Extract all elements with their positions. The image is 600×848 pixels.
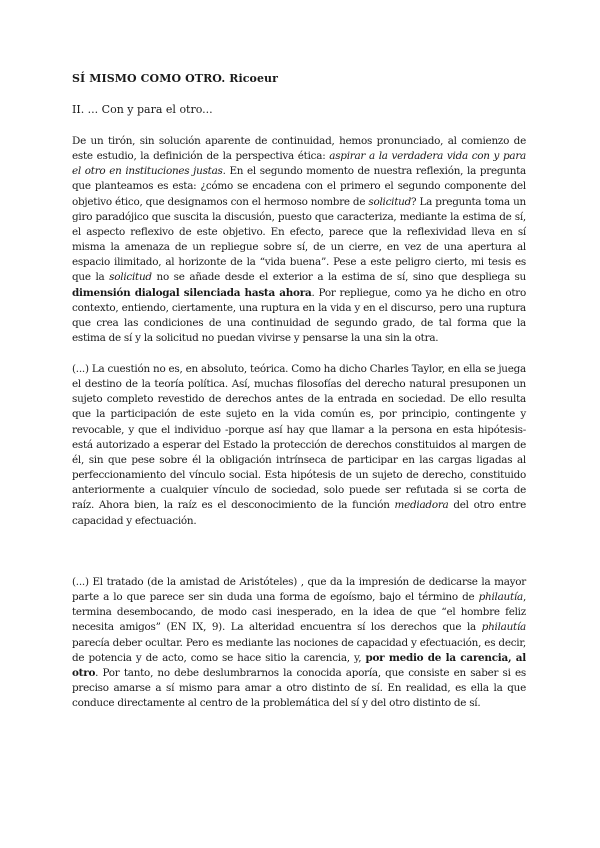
- paragraph-3-emphasis-1: philautía: [478, 591, 523, 604]
- paragraph-1: [72, 134, 526, 346]
- paragraph-3-text-4: . Por tanto, no debe deslumbrarnos la conocida aporía, que consiste en saber si es preciso amarse a sí mismo para amar a otro distinto de sí. En realidad, es ella la que conduce directamente al centro de la problemática del sí y del otro distinto de sí.: [72, 666, 526, 710]
- paragraph-1-text-1: De un tirón, sin solución aparente de continuidad, hemos pronunciado, al comienzo de este estudio, la definición de la perspectiva ética:: [72, 135, 526, 163]
- paragraph-1-text-2: . En el segundo momento de nuestra reflexión, la pregunta que planteamos es esta: ¿cómo se encadena con el primero el segundo componente del objetivo ético, que designamos con el hermoso nombre de: [72, 165, 527, 208]
- paragraph-3-bold-1: por medio de la carencia, al otro: [72, 651, 526, 679]
- section-heading: II. ... Con y para el otro...: [72, 103, 213, 116]
- paragraph-2-text-2: del otro entre capacidad y efectuación.: [72, 499, 526, 527]
- paragraph-2: [72, 362, 526, 529]
- paragraph-1-emphasis-1: aspirar a la verdadera vida con y para el otro en instituciones justas: [72, 150, 526, 178]
- paragraph-1-text-3: ? La pregunta toma un giro paradójico que suscita la discusión, puesto que caracteriza, mediante la estima de sí, el aspecto reflexivo de este objetivo. En efecto, parece que la reflexividad lleva en sí misma la amenaza de un repliegue sobre sí, de un cierre, en vez de una apertura al espacio ilimitado, al horizonte de la “vida buena”. Pese a este peligro cierto, mi tesis es que la: [72, 195, 526, 284]
- document-title: SÍ MISMO COMO OTRO. Ricoeur: [72, 72, 279, 85]
- paragraph-1-bold-1: dimensión dialogal silenciada hasta ahora: [72, 286, 312, 299]
- paragraph-3-text-2: , termina desembocando, de modo casi inesperado, en la idea de que “el hombre feliz necesita amigos” (EN IX, 9). La alteridad encuentra sí los derechos que la: [72, 591, 526, 634]
- paragraph-3: [72, 575, 526, 711]
- paragraph-3-text-3: parecía deber ocultar. Pero es mediante las nociones de capacidad y efectuación, es decir, de potencia y de acto, como se hace sitio la carencia, y,: [72, 636, 526, 664]
- paragraph-1-text-5: . Por repliegue, como ya he dicho en otro contexto, entiendo, ciertamente, una ruptura en la vida y en el discurso, pero una ruptura que crea las condiciones de una continuidad de segundo grado, de tal forma que la estima de sí y la solicitud no puedan vivirse y pensarse la una sin la otra.: [72, 286, 526, 345]
- paragraph-2-emphasis-1: mediadora: [394, 499, 449, 512]
- paragraph-3-text-1: (...) El tratado (de la amistad de Aristóteles) , que da la impresión de dedicarse la mayor parte a lo que parece ser sin duda una forma de egoísmo, bajo el término de: [72, 576, 526, 604]
- paragraph-2-text-1: (...) La cuestión no es, en absoluto, teórica. Como ha dicho Charles Taylor, en ella se juega el destino de la teoría política. Así, muchas filosofías del derecho natural presuponen un sujeto completo revestido de derechos antes de la entrada en sociedad. De ello resulta que la participación de este sujeto en la vida común es, por principio, contingente y revocable, y que el individuo -porque así hay que llamar a la persona en esta hipótesis- está autorizado a esperar del Estado la protección de derechos constituidos al margen de él, sin que pese sobre él la obligación intrínseca de participar en las cargas ligadas al perfeccionamiento del vínculo social. Esta hipótesis de un sujeto de derecho, constituido anteriormente a cualquier vínculo de sociedad, solo puede ser refutada si se corta de raíz. Ahora bien, la raíz es el desconocimiento de la función: [72, 363, 526, 512]
- paragraph-1-text-4: no se añade desde el exterior a la estima de sí, sino que despliega su: [151, 271, 526, 284]
- paragraph-1-emphasis-3: solicitud: [109, 271, 152, 284]
- paragraph-3-emphasis-2: philautía: [481, 621, 526, 634]
- paragraph-1-emphasis-2: solicitud: [368, 195, 412, 208]
